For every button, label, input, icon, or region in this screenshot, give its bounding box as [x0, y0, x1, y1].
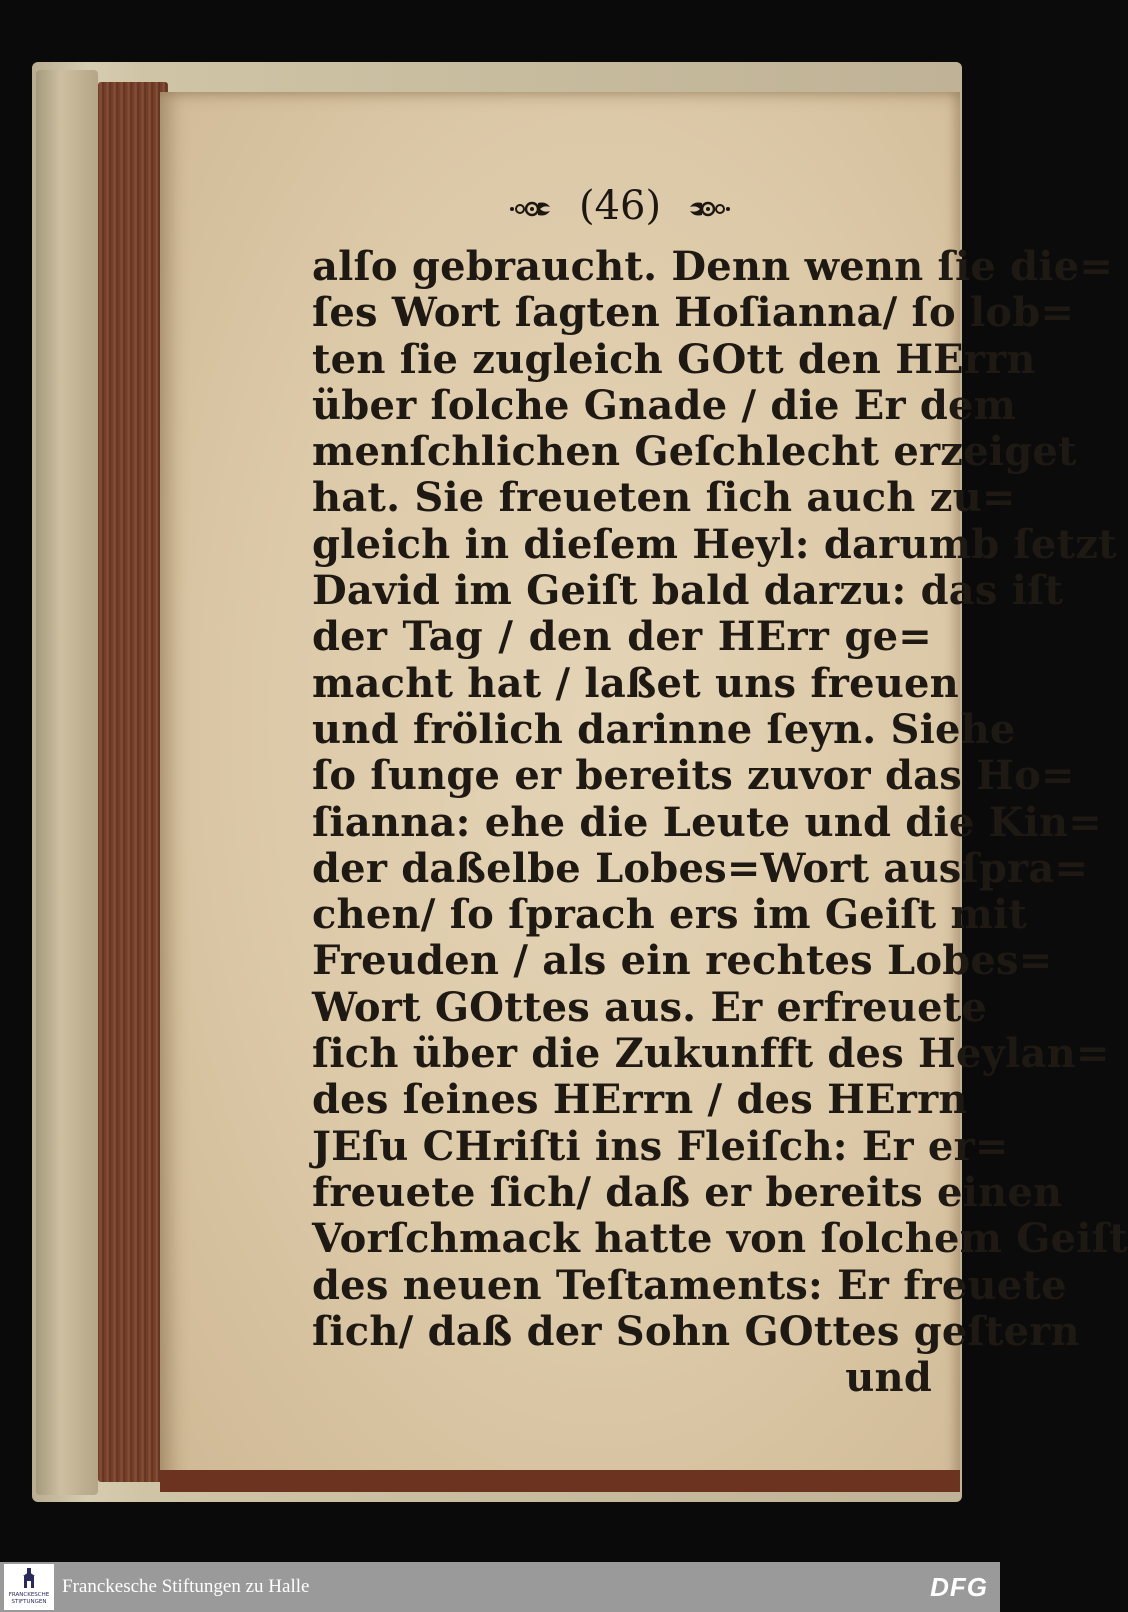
text-line: ſich/ daß der Sohn GOttes geſtern — [312, 1307, 1080, 1355]
text-line: der daßelbe Lobes=Wort ausſpra= — [312, 844, 1089, 892]
catchword: und — [845, 1354, 932, 1402]
logo-caption-line: FRANCKESCHE — [8, 1592, 50, 1598]
text-line: der Tag / den der HErr ge= — [312, 613, 932, 661]
text-line: ſo ſunge er bereits zuvor das Ho= — [312, 752, 1075, 800]
logo-caption — [6, 1592, 52, 1606]
text-line: des ſeines HErrn / des HErrn — [312, 1076, 968, 1124]
text-line: alſo gebraucht. Denn wenn ſie die= — [312, 243, 1114, 290]
page-edges — [98, 82, 168, 1482]
text-line: ſich über die Zukunfft des Heylan= — [312, 1030, 1110, 1078]
text-line: ſianna: ehe die Leute und die Kin= — [312, 798, 1103, 846]
text-line: des neuen Teſtaments: Er freuete — [312, 1261, 1067, 1309]
book-spine — [36, 70, 98, 1495]
page-bottom-edge — [160, 1470, 960, 1492]
text-line: ſes Wort ſagten Hoſianna/ ſo lob= — [312, 289, 1075, 337]
page-number: (46) — [578, 183, 662, 229]
text-line: Freuden / als ein rechtes Lobes= — [312, 937, 1053, 985]
dfg-logo[interactable]: DFG — [930, 1572, 988, 1602]
text-line: über ſolche Gnade / die Er dem — [312, 381, 1017, 429]
text-line: Vorſchmack hatte von ſolchem Geiſt — [312, 1215, 1128, 1263]
text-line: und frölich darinne ſeyn. Siehe — [312, 705, 1016, 753]
text-line: gleich in dieſem Heyl: darumb ſetzt — [312, 520, 1117, 568]
text-line: macht hat / laßet uns freuen — [312, 659, 959, 707]
page-header — [470, 178, 770, 234]
text-line: menſchlichen Geſchlecht erzeiget — [312, 428, 1077, 476]
text-line: hat. Sie freueten ſich auch zu= — [312, 474, 1016, 522]
text-line: Wort GOttes aus. Er erfreuete — [312, 983, 988, 1031]
text-line: ten ſie zugleich GOtt den HErrn — [312, 335, 1036, 383]
text-line: JEſu CHriſti ins Fleiſch: Er er= — [312, 1122, 1009, 1170]
institution-logo[interactable] — [4, 1564, 54, 1610]
body-text — [312, 243, 1128, 1402]
orphanage-building-icon — [21, 1568, 37, 1590]
text-line: chen/ ſo ſprach ers im Geiſt mit — [312, 891, 1028, 939]
right-ornament-icon — [688, 199, 732, 219]
text-line: David im Geiſt bald darzu: das iſt — [312, 567, 1064, 615]
logo-caption-line: STIFTUNGEN — [11, 1599, 47, 1605]
text-line: freuete ſich/ daß er bereits einen — [312, 1168, 1063, 1216]
institution-name[interactable]: Franckesche Stiftungen zu Halle — [62, 1576, 310, 1597]
left-ornament-icon — [508, 199, 552, 219]
